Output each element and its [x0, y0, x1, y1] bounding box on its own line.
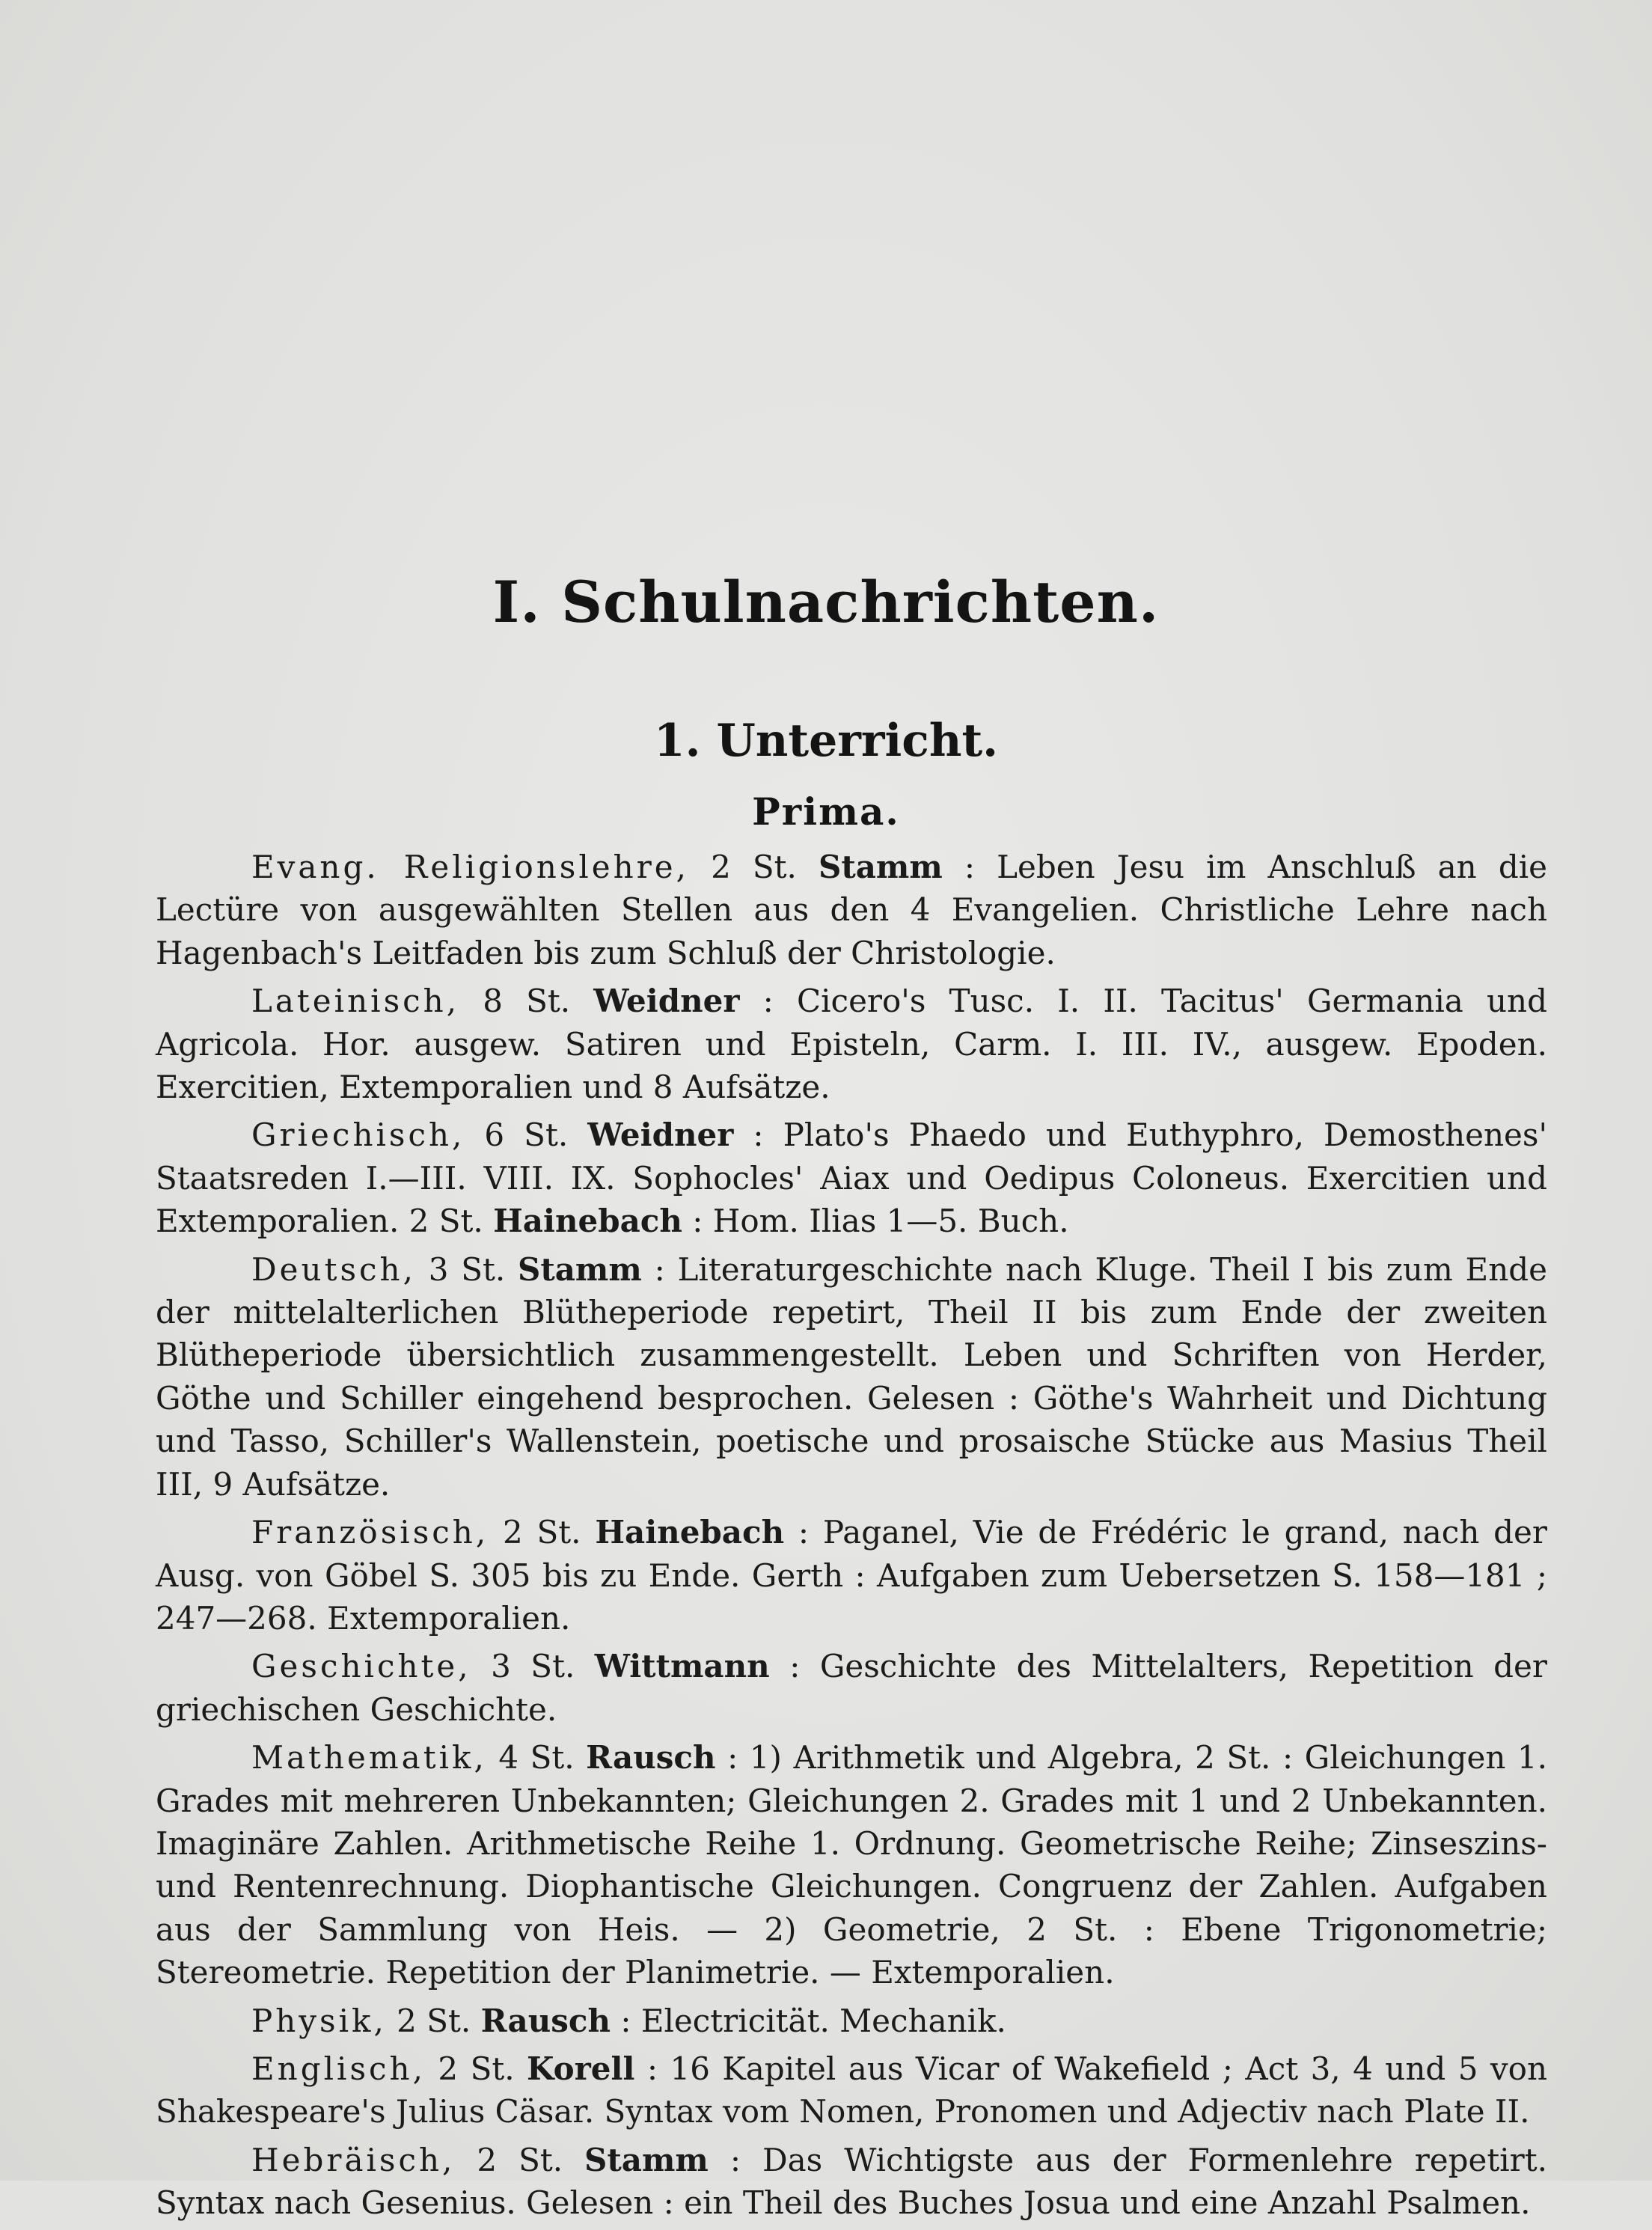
teacher-name: Rausch: [586, 1739, 716, 1777]
entry-french: [156, 1511, 1547, 1640]
subject-description-second: : Hom. Ilias 1—5. Buch.: [682, 1203, 1069, 1240]
curriculum-text: [156, 846, 1547, 2230]
subject-description: : Leben Jesu im Anschluß an die Lectüre von ausgewählten Stellen aus den 4 Evangelien. Christliche Lehre nach Hagenbach's Leitfaden bis zum Schluß der Christologie.: [156, 849, 1547, 971]
entry-physics: [156, 2000, 1547, 2042]
subject-hours: 2 St.: [425, 2050, 527, 2087]
entry-latin: [156, 980, 1547, 1108]
subject-hours: 6 St.: [465, 1116, 588, 1154]
subject-name: Lateinisch,: [251, 983, 460, 1020]
subject-hours: 8 St.: [459, 983, 594, 1020]
subject-hours: 2 St.: [455, 2141, 585, 2178]
subject-name: Geschichte,: [251, 1648, 471, 1685]
teacher-name: Rausch: [480, 2002, 611, 2039]
subject-description: : 1) Arithmetik und Algebra, 2 St. : Gleichungen 1. Grades mit mehreren Unbekannten; Gleichungen 2. Grades mit 1 und 2 Unbekannten. Imaginäre Zahlen. Arithmetische Reihe 1. Ordnung. Geometrische Reihe; Zinseszins- und Rentenrechnung. Diophantische Gleichungen. Congruenz der Zahlen. Aufgaben aus der Sammlung von Heis. — 2) Geometrie, 2 St. : Ebene Trigonometrie; Stereometrie. Repetition der Planimetrie. — Extemporalien.: [156, 1739, 1547, 1991]
teacher-name-second: Hainebach: [493, 1203, 682, 1240]
entry-history: [156, 1645, 1547, 1731]
subject-hours: 4 St.: [486, 1739, 587, 1777]
entry-english: [156, 2047, 1547, 2133]
subject-name: Griechisch,: [251, 1116, 465, 1154]
subject-name: Französisch,: [251, 1514, 489, 1551]
subject-description: : Geschichte des Mittelalters, Repetition der griechischen Geschichte.: [156, 1648, 1547, 1728]
entry-mathematics: [156, 1736, 1547, 1994]
subject-description: : Literaturgeschichte nach Kluge. Theil I bis zum Ende der mittelalterlichen Blütheperiode repetirt, Theil II bis zum Ende der zweiten Blütheperiode übersichtlich zusammengestellt. Leben und Schriften von Herder, Göthe und Schiller eingehend besprochen. Gelesen : Göthe's Wahrheit und Dichtung und Tasso, Schiller's Wallenstein, poetische und prosaische Stücke aus Masius Theil III, 9 Aufsätze.: [156, 1250, 1548, 1503]
teacher-name: Hainebach: [595, 1514, 785, 1551]
entry-greek: [156, 1114, 1547, 1242]
subject-description: : Das Wichtigste aus der Formenlehre repetirt. Syntax nach Gesenius. Gelesen : ein Theil des Buches Josua und eine Anzahl Psalmen.: [156, 2141, 1547, 2222]
chapter-title: I. Schulnachrichten.: [492, 569, 1160, 635]
entry-german: [156, 1248, 1547, 1506]
subject-hours: 3 St.: [471, 1648, 595, 1685]
teacher-name: Korell: [527, 2050, 635, 2087]
subject-name: Deutsch,: [251, 1250, 416, 1288]
subject-hours: 2 St.: [386, 2002, 481, 2039]
subject-name: Englisch,: [251, 2050, 426, 2087]
teacher-name: Stamm: [517, 1250, 642, 1288]
subject-name: Evang. Religionslehre,: [251, 849, 689, 885]
subject-name: Physik,: [251, 2002, 387, 2039]
subject-hours: 2 St.: [489, 1514, 596, 1551]
subject-name: Hebräisch,: [251, 2141, 456, 2178]
subject-hours: 3 St.: [415, 1250, 518, 1288]
teacher-name: Stamm: [584, 2141, 709, 2178]
subject-name: Mathematik,: [251, 1739, 487, 1777]
subject-description: : Plato's Phaedo und Euthyphro, Demosthenes' Staatsreden I.—III. VIII. IX. Sophocles' Aiax und Oedipus Coloneus. Exercitien und Extemporalien. 2 St.: [156, 1116, 1547, 1240]
subject-description: : 16 Kapitel aus Vicar of Wakefield ; Act 3, 4 und 5 von Shakespeare's Julius Cäsar. Syntax vom Nomen, Pronomen und Adjectiv nach Plate II.: [156, 2050, 1547, 2130]
subject-description: : Electricität. Mechanik.: [610, 2002, 1006, 2039]
teacher-name: Wittmann: [594, 1648, 770, 1685]
subject-description: : Cicero's Tusc. I. II. Tacitus' Germania und Agricola. Hor. ausgew. Satiren und Episteln, Carm. I. III. IV., ausgew. Epoden. Exercitien, Extemporalien und 8 Aufsätze.: [156, 983, 1547, 1106]
teacher-name: Stamm: [818, 849, 943, 885]
teacher-name: Weidner: [593, 983, 740, 1020]
entry-religion: [156, 846, 1547, 974]
subject-description: : Paganel, Vie de Frédéric le grand, nach der Ausg. von Göbel S. 305 bis zu Ende. Gerth : Aufgaben zum Uebersetzen S. 158—181 ; 247—268. Extemporalien.: [156, 1514, 1547, 1637]
subject-hours: 2 St.: [688, 849, 819, 885]
teacher-name: Weidner: [587, 1116, 734, 1154]
entry-hebrew: [156, 2139, 1547, 2225]
section-title: 1. Unterricht.: [653, 715, 999, 767]
class-title: Prima.: [752, 789, 900, 834]
